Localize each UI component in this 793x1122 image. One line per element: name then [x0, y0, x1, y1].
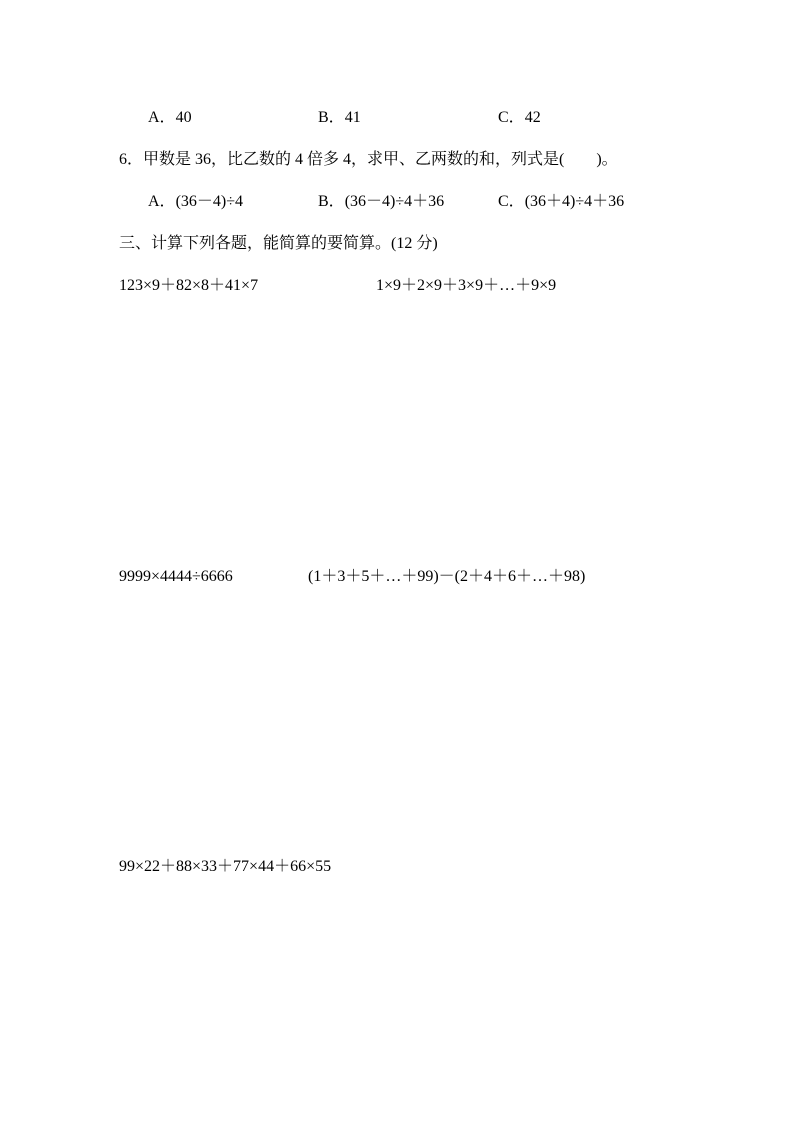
- q5-option-c-letter: C．: [498, 109, 525, 126]
- q5-option-c: [498, 108, 541, 128]
- q6-option-a: [148, 192, 243, 212]
- q6-option-b-text: (36－4)÷4＋36: [344, 193, 445, 210]
- problem-3: 9999×4444÷6666: [119, 568, 233, 585]
- q5-option-a-letter: A．: [148, 109, 176, 126]
- q6-option-b: [318, 192, 444, 212]
- q5-option-c-text: 42: [524, 109, 541, 126]
- q5-option-b: [318, 108, 361, 128]
- q6-stem: 6．甲数是 36，比乙数的 4 倍多 4，求甲、乙两数的和，列式是( )。: [119, 151, 618, 168]
- q6-option-a-text: (36－4)÷4: [175, 193, 244, 210]
- q6-option-c-letter: C．: [498, 193, 525, 210]
- problem-4: (1＋3＋5＋…＋99)－(2＋4＋6＋…＋98): [308, 568, 586, 585]
- problem-2: 1×9＋2×9＋3×9＋…＋9×9: [376, 277, 557, 294]
- q6-option-c-text: (36＋4)÷4＋36: [524, 193, 625, 210]
- q5-option-b-letter: B．: [318, 109, 345, 126]
- problem-1: 123×9＋82×8＋41×7: [119, 277, 259, 294]
- q6-option-b-letter: B．: [318, 193, 345, 210]
- q6-option-a-letter: A．: [148, 193, 176, 210]
- q6-option-c: [498, 192, 624, 212]
- q5-option-a-text: 40: [175, 109, 192, 126]
- q5-option-a: [148, 108, 192, 128]
- section-3-heading: 三、计算下列各题，能简算的要简算。(12 分): [119, 235, 438, 252]
- problem-5: 99×22＋88×33＋77×44＋66×55: [119, 858, 332, 875]
- q5-option-b-text: 41: [344, 109, 361, 126]
